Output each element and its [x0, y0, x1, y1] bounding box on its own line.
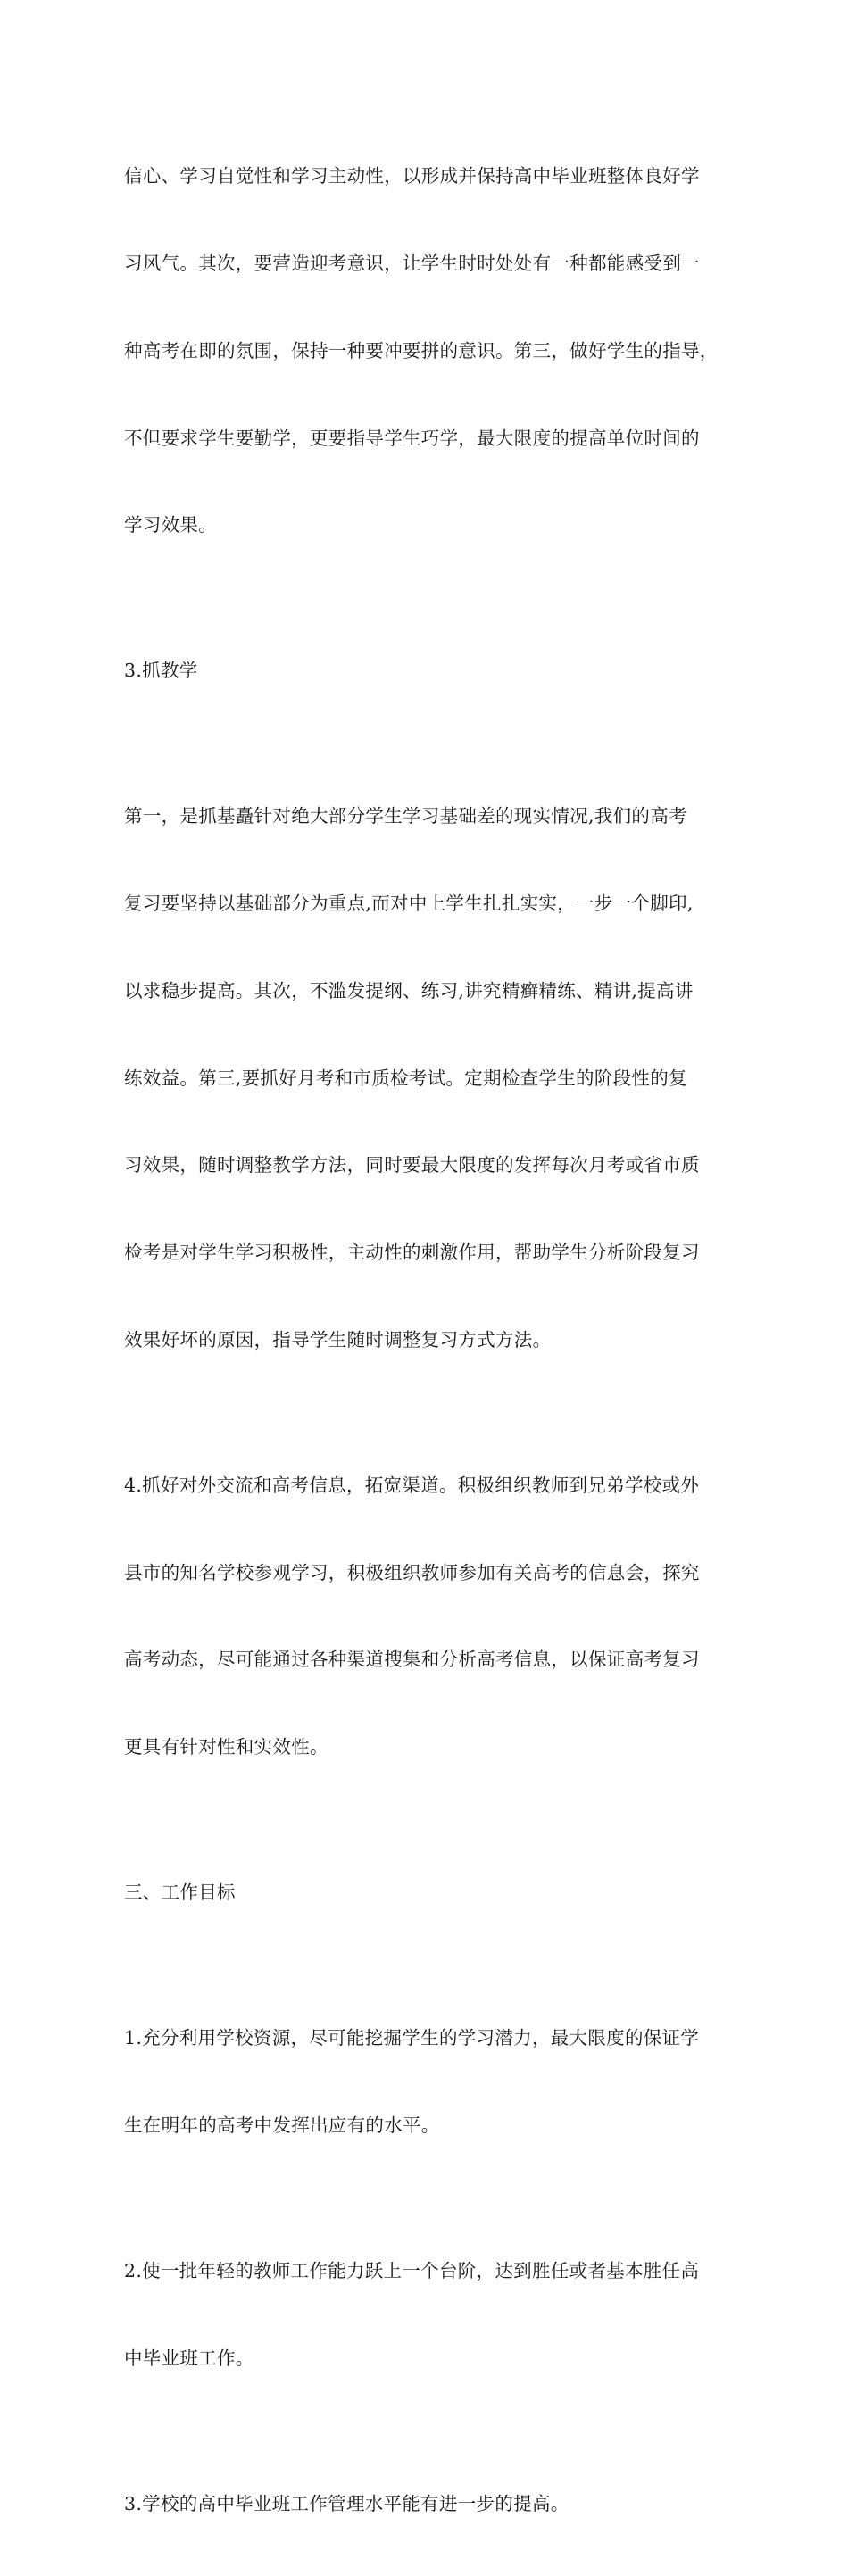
- text-line: 生在明年的高考中发挥出应有的水平。: [124, 2111, 749, 2140]
- paragraph-teaching: [124, 744, 749, 1413]
- text-line: 4.抓好对外交流和高考信息，拓宽渠道。积极组织教师到兄弟学校或外: [124, 1471, 749, 1500]
- text-line: 第一，是抓基矗针对绝大部分学生学习基础差的现实情况,我们的高考: [124, 802, 749, 831]
- text-line: 1.充分利用学校资源，尽可能挖掘学生的学习潜力，最大限度的保证学: [124, 2023, 749, 2053]
- text-line: 更具有针对性和实效性。: [124, 1733, 749, 1762]
- text-line: 不但要求学生要勤学，更要指导学生巧学，最大限度的提高单位时间的: [124, 424, 749, 453]
- heading-work-goals: [124, 1820, 749, 1965]
- text-line: 三、工作目标: [124, 1878, 749, 1907]
- text-line: 学习效果。: [124, 511, 749, 540]
- document-page: [0, 0, 848, 1098]
- document-body: [124, 104, 749, 2576]
- goal-item-2: [124, 2198, 749, 2431]
- text-line: 练效益。第三,要抓好月考和市质检考试。定期检查学生的阶段性的复: [124, 1064, 749, 1093]
- text-line: 检考是对学生学习积极性，主动性的刺激作用，帮助学生分析阶段复习: [124, 1238, 749, 1267]
- text-line: 种高考在即的氛围，保持一种要冲要拼的意识。第三，做好学生的指导，: [124, 337, 749, 366]
- text-line: 2.使一批年轻的教师工作能力跃上一个台阶，达到胜任或者基本胜任高: [124, 2256, 749, 2286]
- text-line: 县市的知名学校参观学习，积极组织教师参加有关高考的信息会，探究: [124, 1558, 749, 1588]
- text-line: 3.学校的高中毕业班工作管理水平能有进一步的提高。: [124, 2489, 749, 2519]
- paragraph-intro-continued: [124, 104, 749, 598]
- text-line: 习风气。其次，要营造迎考意识，让学生时时处处有一种都能感受到一: [124, 249, 749, 278]
- paragraph-exchange: [124, 1413, 749, 1820]
- heading-teaching: [124, 598, 749, 744]
- text-line: 3.抓教学: [124, 656, 749, 686]
- text-line: 复习要坚持以基础部分为重点,而对中上学生扎扎实实，一步一个脚印,: [124, 889, 749, 918]
- text-line: 高考动态，尽可能通过各种渠道搜集和分析高考信息，以保证高考复习: [124, 1645, 749, 1674]
- text-line: 效果好坏的原因，指导学生随时调整复习方式方法。: [124, 1325, 749, 1355]
- goal-item-3: [124, 2431, 749, 2576]
- text-line: 以求稳步提高。其次，不滥发提纲、练习,讲究精癣精练、精讲,提高讲: [124, 976, 749, 1006]
- text-line: 信心、学习自觉性和学习主动性，以形成并保持高中毕业班整体良好学: [124, 162, 749, 191]
- text-line: 中毕业班工作。: [124, 2344, 749, 2373]
- text-line: 习效果，随时调整教学方法，同时要最大限度的发挥每次月考或省市质: [124, 1151, 749, 1180]
- goal-item-1: [124, 1965, 749, 2198]
